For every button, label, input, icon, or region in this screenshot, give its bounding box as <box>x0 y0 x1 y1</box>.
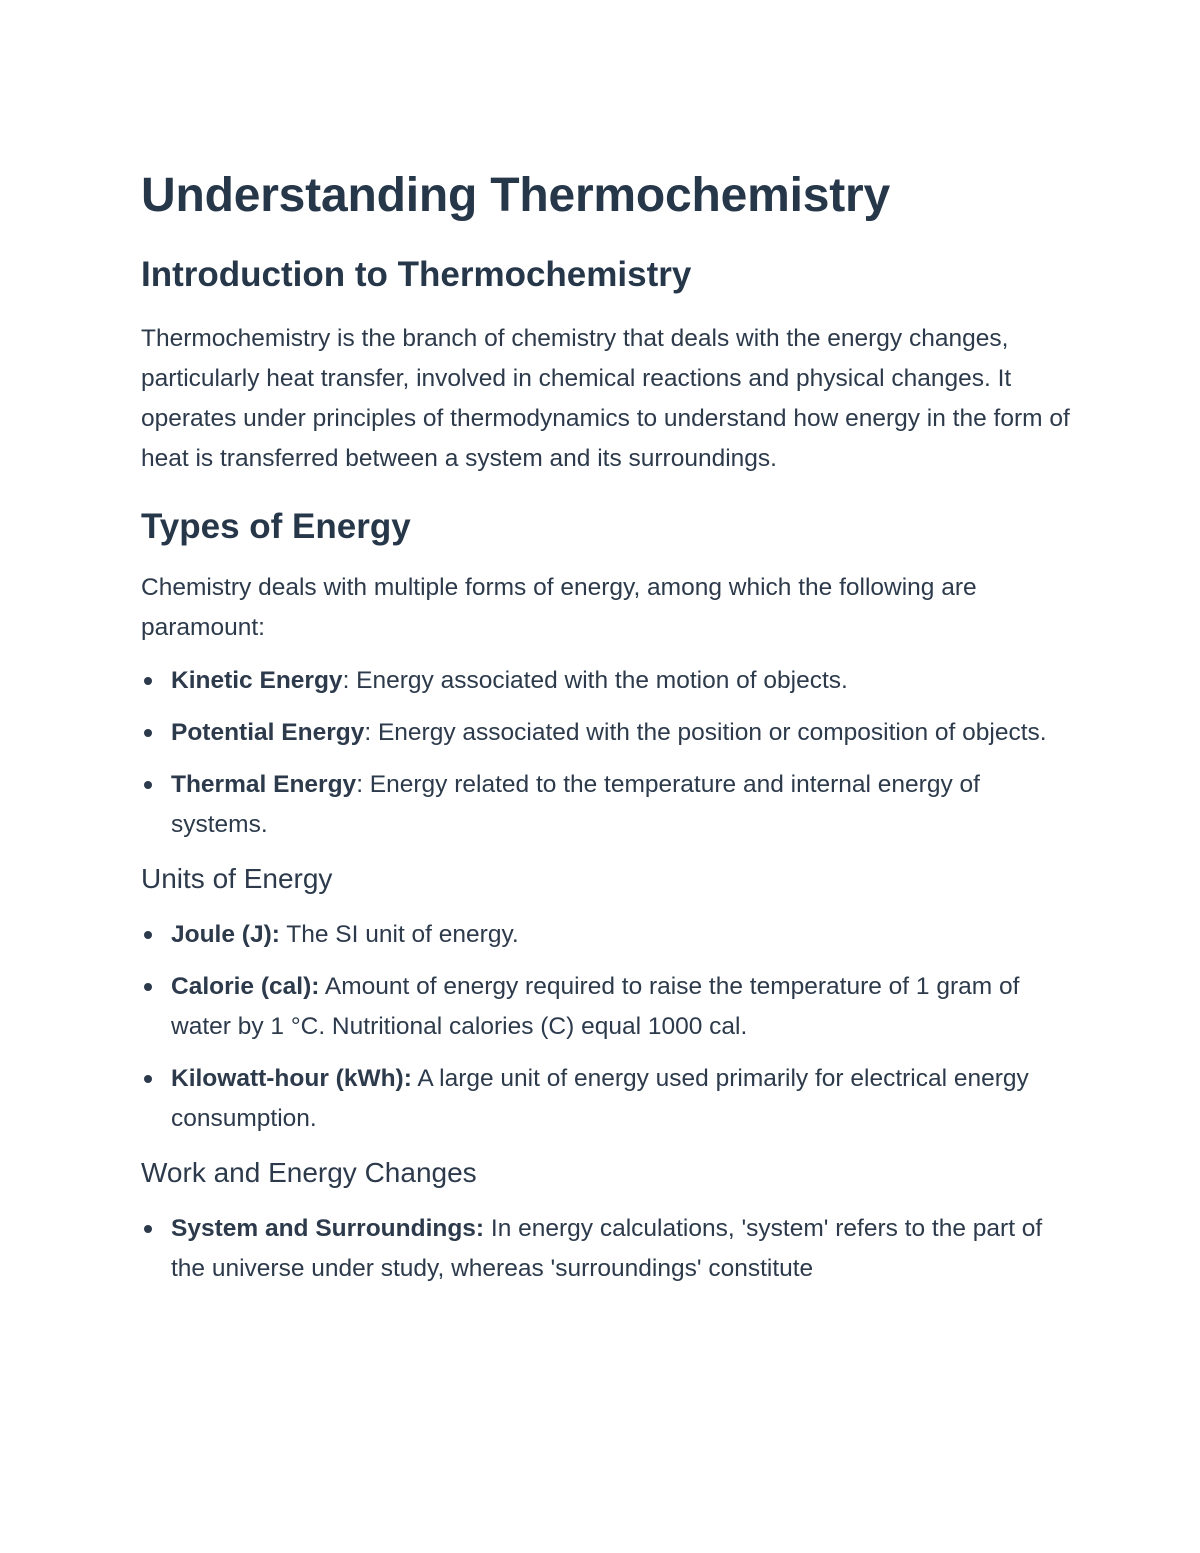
list-item-term: Thermal Energy <box>171 771 357 798</box>
list-item <box>141 713 1071 753</box>
bullet-icon <box>144 931 152 939</box>
list-item-desc: : Energy related to the temperature and internal energy of systems. <box>171 771 980 838</box>
document-page <box>141 166 1071 1289</box>
list-item <box>141 661 1071 701</box>
section-heading-units: Units of Energy <box>141 863 333 894</box>
list-item-desc: The SI unit of energy. <box>279 921 519 948</box>
bullet-icon <box>144 729 152 737</box>
list-item <box>141 915 1071 955</box>
list-item-desc: : Energy associated with the position or composition of objects. <box>364 719 1047 746</box>
list-item-desc: A large unit of energy used primarily for electrical energy consumption. <box>171 1065 1029 1132</box>
list-item-term: System and Surroundings: <box>171 1215 485 1242</box>
list-item-term: Potential Energy <box>171 719 365 746</box>
work-list <box>141 1209 1071 1289</box>
page-title: Understanding Thermochemistry <box>141 169 891 222</box>
list-item <box>141 1059 1071 1139</box>
list-item <box>141 1209 1071 1289</box>
bullet-icon <box>144 781 152 789</box>
bullet-icon <box>144 983 152 991</box>
list-item-term: Joule (J): <box>171 921 280 948</box>
list-item <box>141 765 1071 845</box>
list-item-desc: In energy calculations, 'system' refers to the part of the universe under study, whereas 'surroundings' constitute <box>171 1215 1043 1282</box>
list-item-term: Calorie (cal): <box>171 973 320 1000</box>
bullet-icon <box>144 677 152 685</box>
section-heading-intro: Introduction to Thermochemistry <box>141 255 692 294</box>
units-list <box>141 915 1071 1139</box>
intro-paragraph: Thermochemistry is the branch of chemistry that deals with the energy changes, particularly heat transfer, involved in chemical reactions and physical changes. It operates under principles of thermodynamics to understand how energy in the form of heat is transferred between a system and its surroundings. <box>141 325 1070 472</box>
bullet-icon <box>144 1225 152 1233</box>
types-list <box>141 661 1071 845</box>
list-item-desc: Amount of energy required to raise the temperature of 1 gram of water by 1 °C. Nutritional calories (C) equal 1000 cal. <box>171 973 1020 1040</box>
list-item-desc: : Energy associated with the motion of objects. <box>342 667 848 694</box>
types-paragraph: Chemistry deals with multiple forms of energy, among which the following are paramount: <box>141 574 977 641</box>
list-item <box>141 967 1071 1047</box>
section-heading-work: Work and Energy Changes <box>141 1157 477 1188</box>
section-heading-types: Types of Energy <box>141 507 411 546</box>
list-item-term: Kilowatt-hour (kWh): <box>171 1065 412 1092</box>
bullet-icon <box>144 1075 152 1083</box>
list-item-term: Kinetic Energy <box>171 667 343 694</box>
